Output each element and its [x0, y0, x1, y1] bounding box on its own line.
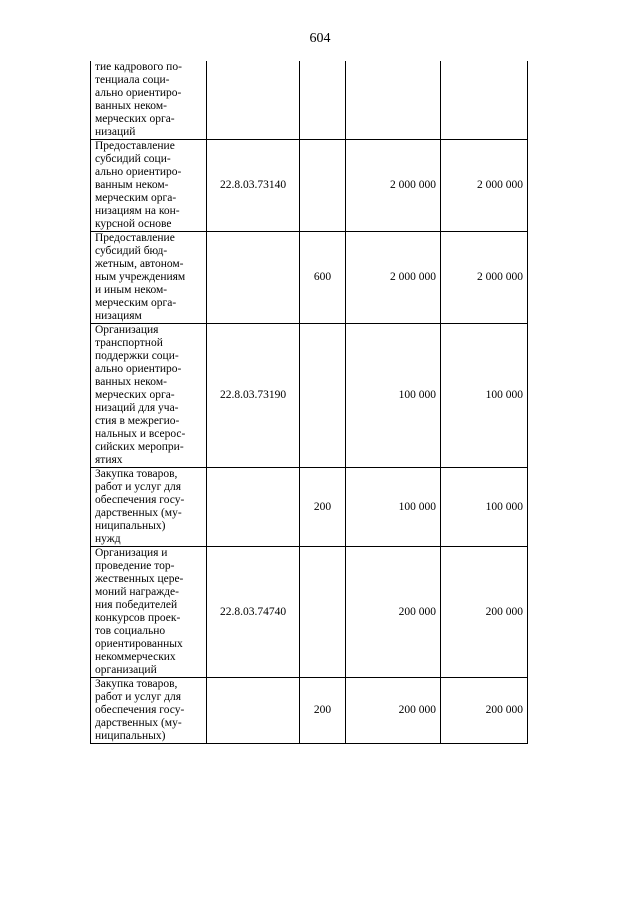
expense-name-cell — [91, 678, 207, 744]
target-article-code-cell — [207, 232, 300, 324]
expense-type-code-cell — [300, 324, 346, 468]
expense-name-line: проведение тор- — [95, 560, 175, 572]
expense-name-line: сийских меропри- — [95, 441, 184, 453]
table-row — [91, 547, 528, 678]
amount-cell: 2 000 000 — [346, 232, 441, 324]
expense-name-line: обеспечения госу- — [95, 494, 185, 506]
expense-type-code-cell — [300, 547, 346, 678]
expense-name-line: ально ориентиро- — [95, 87, 182, 99]
amount-cell: 100 000 — [346, 324, 441, 468]
expense-type-code-cell: 200 — [300, 468, 346, 547]
amount-cell: 100 000 — [441, 468, 528, 547]
expense-name-line: дарственных (му- — [95, 717, 182, 729]
expense-name-line: ния победителей — [95, 599, 178, 611]
amount-cell: 100 000 — [346, 468, 441, 547]
expense-name-line: Организация и — [95, 547, 168, 559]
expense-name-line: нужд — [95, 533, 121, 545]
expense-name-cell — [91, 324, 207, 468]
budget-table — [90, 61, 528, 744]
expense-name-line: ным учреждениям — [95, 271, 186, 283]
expense-name-line: некоммерческих — [95, 651, 176, 663]
target-article-code-cell: 22.8.03.73190 — [207, 324, 300, 468]
expense-name-line: тенциала соци- — [95, 74, 170, 86]
amount-cell: 2 000 000 — [441, 140, 528, 232]
expense-name-line: жетным, автоном- — [95, 258, 184, 270]
amount-cell: 2 000 000 — [441, 232, 528, 324]
expense-name-line: транспортной — [95, 337, 163, 349]
target-article-code-cell: 22.8.03.74740 — [207, 547, 300, 678]
target-article-code-cell — [207, 61, 300, 140]
table-row — [91, 232, 528, 324]
expense-name-line: низациям — [95, 310, 142, 322]
expense-name-line: субсидий соци- — [95, 153, 171, 165]
amount-cell: 200 000 — [346, 547, 441, 678]
table-body — [91, 61, 528, 744]
expense-name-line: ванных неком- — [95, 376, 167, 388]
expense-name-line: мерческим орга- — [95, 192, 177, 204]
expense-name-cell — [91, 61, 207, 140]
expense-name-line: мерческих орга- — [95, 113, 175, 125]
amount-cell: 2 000 000 — [346, 140, 441, 232]
expense-name-line: курсной основе — [95, 218, 172, 230]
expense-type-code-cell: 200 — [300, 678, 346, 744]
expense-name-line: Закупка товаров, — [95, 468, 178, 480]
amount-cell: 200 000 — [441, 678, 528, 744]
expense-name-line: Закупка товаров, — [95, 678, 178, 690]
expense-name-line: низаций для уча- — [95, 402, 179, 414]
expense-name-line: моний награжде- — [95, 586, 179, 598]
expense-name-line: организаций — [95, 664, 157, 676]
target-article-code-cell: 22.8.03.73140 — [207, 140, 300, 232]
expense-type-code-cell — [300, 140, 346, 232]
expense-name-line: поддержки соци- — [95, 350, 179, 362]
expense-name-line: работ и услуг для — [95, 691, 182, 703]
expense-name-line: ванных неком- — [95, 100, 167, 112]
expense-name-line: ниципальных) — [95, 520, 166, 532]
expense-type-code-cell — [300, 61, 346, 140]
expense-name-line: тие кадрового по- — [95, 61, 182, 73]
amount-cell — [441, 61, 528, 140]
expense-name-line: работ и услуг для — [95, 481, 182, 493]
amount-cell: 200 000 — [441, 547, 528, 678]
expense-name-line: Предоставление — [95, 232, 175, 244]
amount-cell: 200 000 — [346, 678, 441, 744]
expense-name-line: мерческих орга- — [95, 389, 175, 401]
expense-name-line: дарственных (му- — [95, 507, 182, 519]
table-row — [91, 140, 528, 232]
target-article-code-cell — [207, 678, 300, 744]
expense-name-line: Предоставление — [95, 140, 175, 152]
expense-name-cell — [91, 468, 207, 547]
expense-name-line: ально ориентиро- — [95, 363, 182, 375]
table-row — [91, 678, 528, 744]
expense-name-cell — [91, 547, 207, 678]
table-row — [91, 468, 528, 547]
amount-cell: 100 000 — [441, 324, 528, 468]
expense-name-line: низаций — [95, 126, 136, 138]
expense-name-line: ально ориентиро- — [95, 166, 182, 178]
expense-name-line: ниципальных) — [95, 730, 166, 742]
expense-name-line: ориентированных — [95, 638, 183, 650]
expense-name-cell — [91, 232, 207, 324]
table-row — [91, 61, 528, 140]
table-row — [91, 324, 528, 468]
expense-name-line: обеспечения госу- — [95, 704, 185, 716]
target-article-code-cell — [207, 468, 300, 547]
expense-name-line: тов социально — [95, 625, 166, 637]
expense-name-line: конкурсов проек- — [95, 612, 181, 624]
expense-type-code-cell: 600 — [300, 232, 346, 324]
expense-name-line: и иным неком- — [95, 284, 168, 296]
expense-name-line: субсидий бюд- — [95, 245, 168, 257]
page-number: 604 — [309, 31, 331, 46]
expense-name-line: стия в межрегио- — [95, 415, 180, 427]
expense-name-line: жественных цере- — [95, 573, 184, 585]
expense-name-line: мерческим орга- — [95, 297, 177, 309]
expense-name-cell — [91, 140, 207, 232]
amount-cell — [346, 61, 441, 140]
expense-name-line: нальных и всерос- — [95, 428, 186, 440]
expense-name-line: низациям на кон- — [95, 205, 180, 217]
expense-name-line: ятиях — [95, 454, 123, 466]
expense-name-line: Организация — [95, 324, 159, 336]
expense-name-line: ванным неком- — [95, 179, 169, 191]
